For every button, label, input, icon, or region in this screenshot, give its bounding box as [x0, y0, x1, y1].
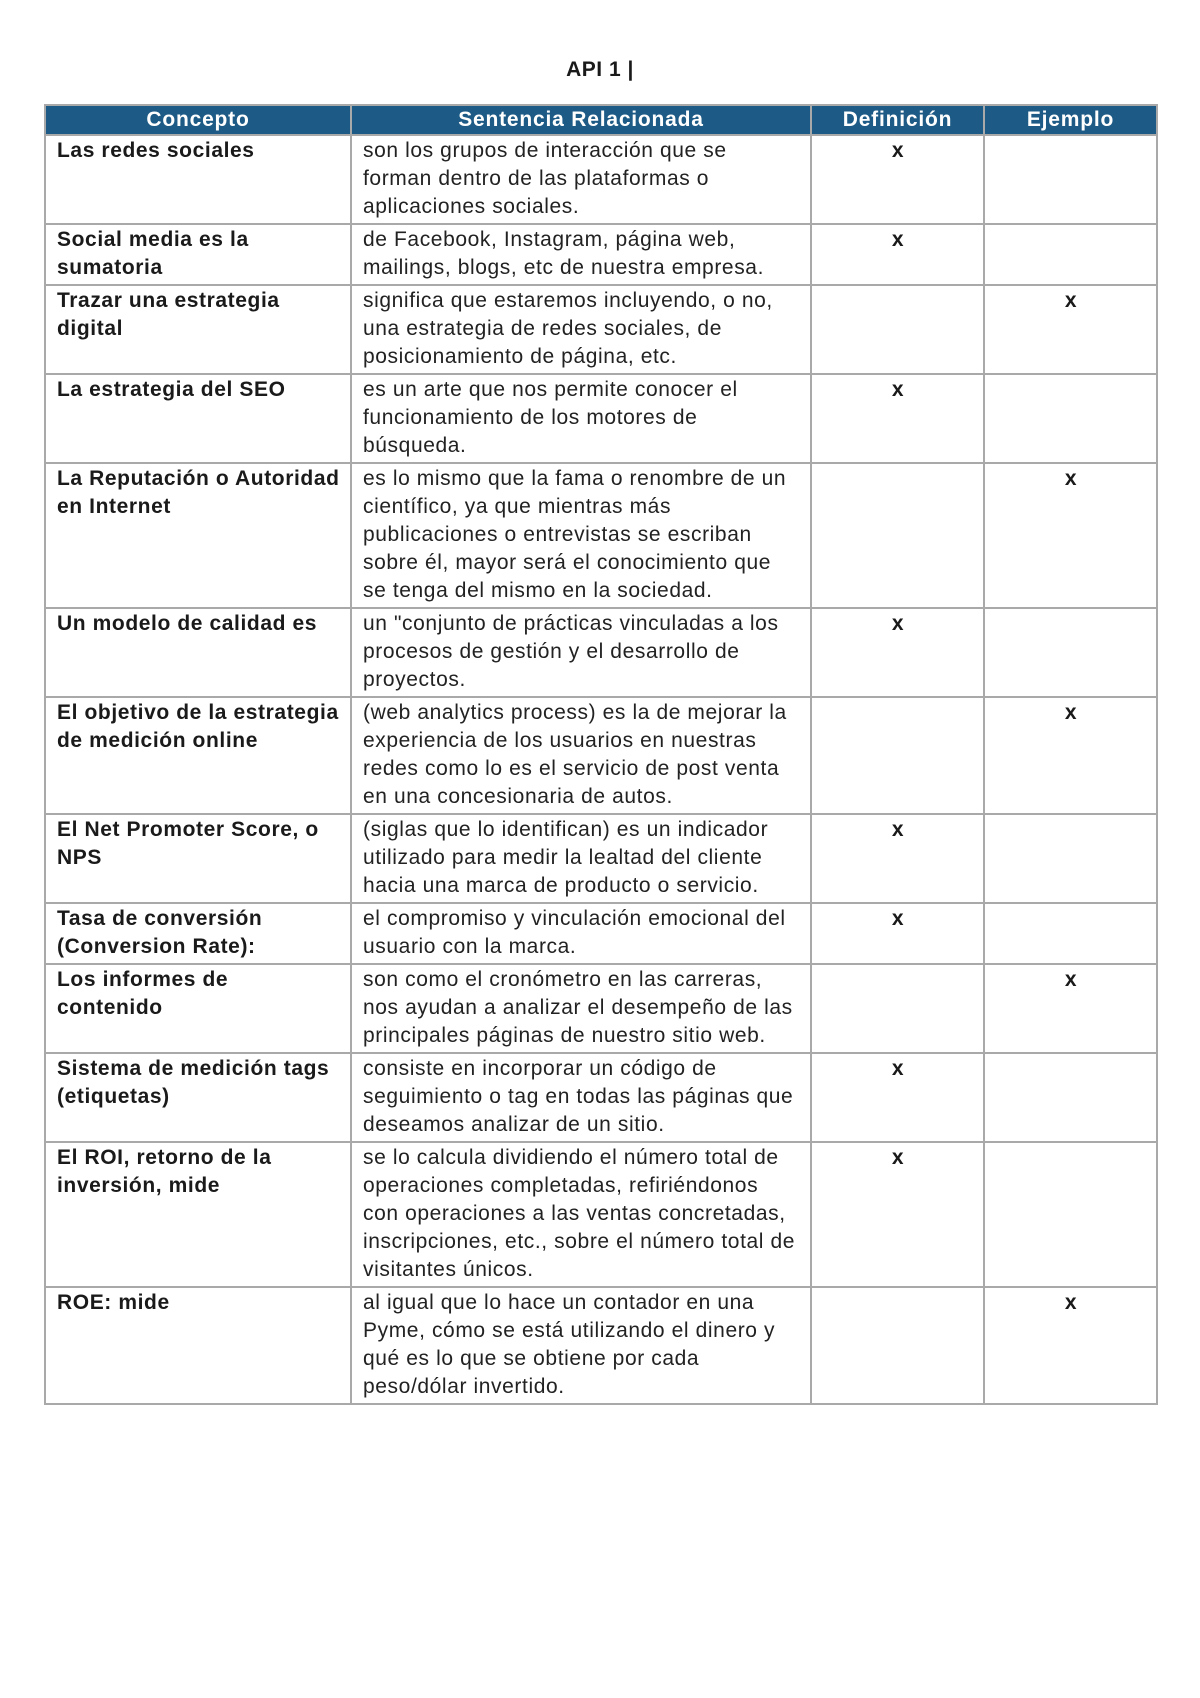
definicion-cell: x — [811, 1142, 984, 1287]
concept-cell: Trazar una estrategia digital — [45, 285, 351, 374]
table-row — [45, 964, 1157, 1053]
ejemplo-cell — [984, 224, 1157, 285]
sentence-cell: el compromiso y vinculación emocional del usuario con la marca. — [351, 903, 811, 964]
ejemplo-cell — [984, 135, 1157, 224]
sentence-cell: (siglas que lo identifican) es un indicador utilizado para medir la lealtad del cliente hacia una marca de producto o servicio. — [351, 814, 811, 903]
header-concepto: Concepto — [45, 105, 351, 135]
definicion-cell — [811, 1287, 984, 1404]
header-ejemplo: Ejemplo — [984, 105, 1157, 135]
definicion-cell: x — [811, 374, 984, 463]
concept-cell: Las redes sociales — [45, 135, 351, 224]
table-row — [45, 1142, 1157, 1287]
table-row — [45, 608, 1157, 697]
concept-cell: Tasa de conversión (Conversion Rate): — [45, 903, 351, 964]
concept-cell: El objetivo de la estrategia de medición online — [45, 697, 351, 814]
header-row — [45, 105, 1157, 135]
ejemplo-cell — [984, 903, 1157, 964]
sentence-cell: se lo calcula dividiendo el número total de operaciones completadas, refiriéndonos con operaciones a las ventas concretadas, inscripciones, etc., sobre el número total de visitantes únicos. — [351, 1142, 811, 1287]
concept-cell: La estrategia del SEO — [45, 374, 351, 463]
definicion-cell — [811, 463, 984, 608]
ejemplo-cell: x — [984, 463, 1157, 608]
sentence-cell: de Facebook, Instagram, página web, mailings, blogs, etc de nuestra empresa. — [351, 224, 811, 285]
concepts-table — [44, 104, 1158, 1405]
ejemplo-cell — [984, 1142, 1157, 1287]
sentence-cell: consiste en incorporar un código de seguimiento o tag en todas las páginas que deseamos analizar de un sitio. — [351, 1053, 811, 1142]
concept-cell: Social media es la sumatoria — [45, 224, 351, 285]
table-row — [45, 135, 1157, 224]
definicion-cell — [811, 285, 984, 374]
concept-cell: ROE: mide — [45, 1287, 351, 1404]
concept-cell: Sistema de medición tags (etiquetas) — [45, 1053, 351, 1142]
sentence-cell: al igual que lo hace un contador en una Pyme, cómo se está utilizando el dinero y qué es lo que se obtiene por cada peso/dólar invertido. — [351, 1287, 811, 1404]
page-title: API 1 | — [566, 58, 634, 81]
table-row — [45, 1287, 1157, 1404]
table-row — [45, 697, 1157, 814]
definicion-cell: x — [811, 224, 984, 285]
ejemplo-cell: x — [984, 1287, 1157, 1404]
concept-cell: Un modelo de calidad es — [45, 608, 351, 697]
sentence-cell: son como el cronómetro en las carreras, nos ayudan a analizar el desempeño de las principales páginas de nuestro sitio web. — [351, 964, 811, 1053]
definicion-cell — [811, 697, 984, 814]
ejemplo-cell: x — [984, 285, 1157, 374]
definicion-cell: x — [811, 135, 984, 224]
table-row — [45, 374, 1157, 463]
sentence-cell: significa que estaremos incluyendo, o no, una estrategia de redes sociales, de posicionamiento de página, etc. — [351, 285, 811, 374]
definicion-cell — [811, 964, 984, 1053]
sentence-cell: son los grupos de interacción que se forman dentro de las plataformas o aplicaciones sociales. — [351, 135, 811, 224]
ejemplo-cell — [984, 1053, 1157, 1142]
sentence-cell: un "conjunto de prácticas vinculadas a los procesos de gestión y el desarrollo de proyectos. — [351, 608, 811, 697]
ejemplo-cell — [984, 608, 1157, 697]
concept-cell: La Reputación o Autoridad en Internet — [45, 463, 351, 608]
sentence-cell: (web analytics process) es la de mejorar la experiencia de los usuarios en nuestras redes como lo es el servicio de post venta en una concesionaria de autos. — [351, 697, 811, 814]
table-header — [45, 105, 1157, 135]
ejemplo-cell: x — [984, 697, 1157, 814]
concept-cell: El Net Promoter Score, o NPS — [45, 814, 351, 903]
header-sentencia-relacionada: Sentencia Relacionada — [351, 105, 811, 135]
table-row — [45, 1053, 1157, 1142]
header-definicion: Definición — [811, 105, 984, 135]
sentence-cell: es lo mismo que la fama o renombre de un científico, ya que mientras más publicaciones o entrevistas se escriban sobre él, mayor será el conocimiento que se tenga del mismo en la sociedad. — [351, 463, 811, 608]
table-row — [45, 224, 1157, 285]
definicion-cell: x — [811, 608, 984, 697]
ejemplo-cell: x — [984, 964, 1157, 1053]
definicion-cell: x — [811, 814, 984, 903]
table-row — [45, 903, 1157, 964]
table-row — [45, 285, 1157, 374]
concept-cell: Los informes de contenido — [45, 964, 351, 1053]
ejemplo-cell — [984, 814, 1157, 903]
table-body — [45, 135, 1157, 1404]
definicion-cell: x — [811, 903, 984, 964]
definicion-cell: x — [811, 1053, 984, 1142]
concept-cell: El ROI, retorno de la inversión, mide — [45, 1142, 351, 1287]
sentence-cell: es un arte que nos permite conocer el funcionamiento de los motores de búsqueda. — [351, 374, 811, 463]
table-row — [45, 814, 1157, 903]
ejemplo-cell — [984, 374, 1157, 463]
table-row — [45, 463, 1157, 608]
